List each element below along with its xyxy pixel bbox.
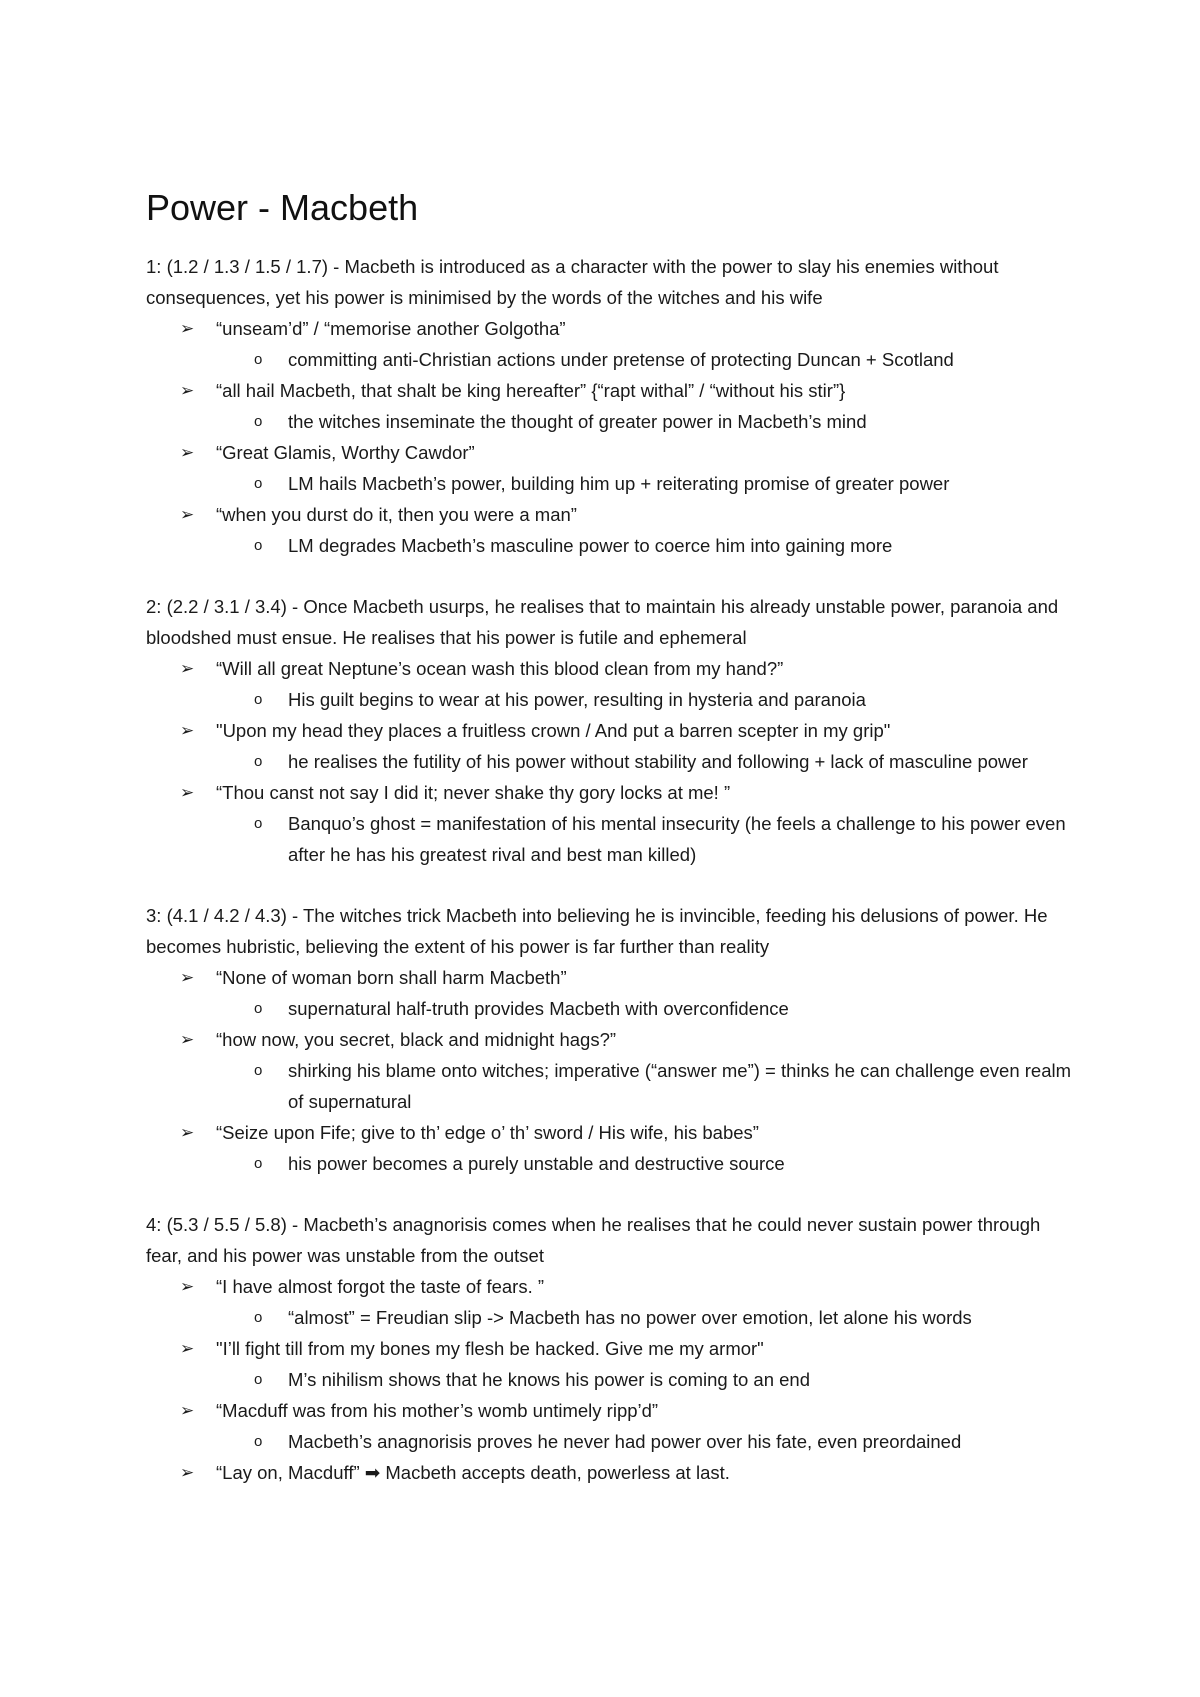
analysis-item: [146, 993, 1076, 1024]
arrow-bullet-icon: ➢: [180, 381, 195, 401]
list-item: [146, 1271, 1076, 1333]
arrow-bullet-icon: ➢: [180, 505, 195, 525]
analysis-list: [146, 1148, 1076, 1179]
list-item: [146, 715, 1076, 777]
analysis-text: he realises the futility of his power without stability and following + lack of masculine power: [288, 751, 1028, 773]
circle-bullet-icon: o: [254, 1371, 263, 1389]
quote-row: [146, 715, 1076, 746]
analysis-item: [146, 1148, 1076, 1179]
circle-bullet-icon: o: [254, 753, 263, 771]
analysis-list: [146, 344, 1076, 375]
analysis-list: [146, 1426, 1076, 1457]
quote-list: [146, 962, 1076, 1179]
list-item: [146, 1024, 1076, 1117]
quote-text: “None of woman born shall harm Macbeth”: [216, 967, 567, 989]
list-item: [146, 1117, 1076, 1179]
quote-text: “all hail Macbeth, that shalt be king hereafter” {“rapt withal” / “without his stir”}: [216, 380, 846, 402]
section-intro: 1: (1.2 / 1.3 / 1.5 / 1.7) - Macbeth is introduced as a character with the power to slay his enemies without consequences, yet his power is minimised by the words of the witches and his wife: [146, 256, 999, 309]
list-item: [146, 777, 1076, 870]
analysis-list: [146, 684, 1076, 715]
circle-bullet-icon: o: [254, 1062, 263, 1080]
arrow-bullet-icon: ➢: [180, 659, 195, 679]
list-item: [146, 653, 1076, 715]
circle-bullet-icon: o: [254, 475, 263, 493]
quote-list: [146, 313, 1076, 561]
arrow-bullet-icon: ➢: [180, 319, 195, 339]
quote-row: [146, 375, 1076, 406]
analysis-text: LM degrades Macbeth’s masculine power to coerce him into gaining more: [288, 535, 893, 557]
circle-bullet-icon: o: [254, 691, 263, 709]
arrow-bullet-icon: ➢: [180, 1339, 195, 1359]
quote-text: “I have almost forgot the taste of fears. ”: [216, 1276, 545, 1298]
arrow-bullet-icon: ➢: [180, 1277, 195, 1297]
analysis-text: His guilt begins to wear at his power, resulting in hysteria and paranoia: [288, 689, 866, 711]
circle-bullet-icon: o: [254, 1000, 263, 1018]
analysis-text: his power becomes a purely unstable and destructive source: [288, 1153, 785, 1175]
quote-row: [146, 1457, 1076, 1488]
analysis-text: committing anti-Christian actions under pretense of protecting Duncan + Scotland: [288, 349, 954, 371]
analysis-item: [146, 684, 1076, 715]
quote-text: “when you durst do it, then you were a man”: [216, 504, 577, 526]
quote-row: [146, 1333, 1076, 1364]
list-item: [146, 1333, 1076, 1395]
quote-row: [146, 777, 1076, 808]
quote-text: "Upon my head they places a fruitless crown / And put a barren scepter in my grip": [216, 720, 891, 742]
quote-text: “Macduff was from his mother’s womb untimely ripp’d”: [216, 1400, 659, 1422]
circle-bullet-icon: o: [254, 815, 263, 833]
analysis-text: “almost” = Freudian slip -> Macbeth has no power over emotion, let alone his words: [288, 1307, 972, 1329]
quote-text: “Seize upon Fife; give to th’ edge o’ th’ sword / His wife, his babes”: [216, 1122, 759, 1144]
quote-text: “Lay on, Macduff” ➡ Macbeth accepts death, powerless at last.: [216, 1462, 730, 1484]
section-4: [146, 1209, 1076, 1488]
quote-text: “unseam’d” / “memorise another Golgotha”: [216, 318, 566, 340]
analysis-text: Macbeth’s anagnorisis proves he never had power over his fate, even preordained: [288, 1431, 962, 1453]
quote-row: [146, 1117, 1076, 1148]
section-intro: 4: (5.3 / 5.5 / 5.8) - Macbeth’s anagnorisis comes when he realises that he could never sustain power through fear, and his power was unstable from the outset: [146, 1214, 1041, 1267]
arrow-bullet-icon: ➢: [180, 1030, 195, 1050]
analysis-text: shirking his blame onto witches; imperative (“answer me”) = thinks he can challenge even realm of supernatural: [288, 1060, 1072, 1113]
list-item: [146, 1457, 1076, 1488]
section-1: [146, 251, 1076, 561]
arrow-bullet-icon: ➢: [180, 783, 195, 803]
quote-row: [146, 653, 1076, 684]
circle-bullet-icon: o: [254, 537, 263, 555]
analysis-list: [146, 993, 1076, 1024]
arrow-bullet-icon: ➢: [180, 968, 195, 988]
analysis-list: [146, 1302, 1076, 1333]
quote-row: [146, 313, 1076, 344]
analysis-text: LM hails Macbeth’s power, building him up + reiterating promise of greater power: [288, 473, 950, 495]
analysis-list: [146, 746, 1076, 777]
analysis-item: [146, 1364, 1076, 1395]
quote-row: [146, 1395, 1076, 1426]
sections-container: [146, 251, 1076, 1488]
list-item: [146, 437, 1076, 499]
analysis-item: [146, 746, 1076, 777]
list-item: [146, 962, 1076, 1024]
list-item: [146, 375, 1076, 437]
quote-row: [146, 1024, 1076, 1055]
quote-list: [146, 1271, 1076, 1488]
analysis-list: [146, 530, 1076, 561]
section-3: [146, 900, 1076, 1179]
analysis-list: [146, 468, 1076, 499]
analysis-list: [146, 808, 1076, 870]
analysis-item: [146, 344, 1076, 375]
analysis-list: [146, 1364, 1076, 1395]
analysis-text: the witches inseminate the thought of greater power in Macbeth’s mind: [288, 411, 867, 433]
quote-row: [146, 499, 1076, 530]
arrow-bullet-icon: ➢: [180, 721, 195, 741]
analysis-item: [146, 1426, 1076, 1457]
analysis-text: Banquo’s ghost = manifestation of his mental insecurity (he feels a challenge to his power even after he has his greatest rival and best man killed): [288, 813, 1066, 866]
analysis-item: [146, 406, 1076, 437]
section-2: [146, 591, 1076, 870]
quote-row: [146, 962, 1076, 993]
quote-text: “Great Glamis, Worthy Cawdor”: [216, 442, 475, 464]
section-intro: 3: (4.1 / 4.2 / 4.3) - The witches trick Macbeth into believing he is invincible, feeding his delusions of power. He becomes hubristic, believing the extent of his power is far further than reality: [146, 905, 1048, 958]
quote-text: “how now, you secret, black and midnight hags?”: [216, 1029, 617, 1051]
quote-row: [146, 437, 1076, 468]
circle-bullet-icon: o: [254, 1155, 263, 1173]
quote-text: “Will all great Neptune’s ocean wash this blood clean from my hand?”: [216, 658, 784, 680]
quote-row: [146, 1271, 1076, 1302]
arrow-bullet-icon: ➢: [180, 443, 195, 463]
list-item: [146, 499, 1076, 561]
quote-text: "I’ll fight till from my bones my flesh be hacked. Give me my armor": [216, 1338, 764, 1360]
analysis-item: [146, 1302, 1076, 1333]
arrow-bullet-icon: ➢: [180, 1463, 195, 1483]
list-item: [146, 1395, 1076, 1457]
circle-bullet-icon: o: [254, 351, 263, 369]
analysis-list: [146, 1055, 1076, 1117]
quote-list: [146, 653, 1076, 870]
analysis-item: [146, 808, 1076, 870]
circle-bullet-icon: o: [254, 1433, 263, 1451]
analysis-item: [146, 530, 1076, 561]
section-intro: 2: (2.2 / 3.1 / 3.4) - Once Macbeth usurps, he realises that to maintain his already unstable power, paranoia and bloodshed must ensue. He realises that his power is futile and ephemeral: [146, 596, 1059, 649]
quote-text: “Thou canst not say I did it; never shake thy gory locks at me! ”: [216, 782, 731, 804]
list-item: [146, 313, 1076, 375]
analysis-list: [146, 406, 1076, 437]
analysis-text: supernatural half-truth provides Macbeth with overconfidence: [288, 998, 789, 1020]
circle-bullet-icon: o: [254, 413, 263, 431]
circle-bullet-icon: o: [254, 1309, 263, 1327]
arrow-bullet-icon: ➢: [180, 1123, 195, 1143]
document-page: [146, 186, 1076, 1518]
arrow-bullet-icon: ➢: [180, 1401, 195, 1421]
analysis-item: [146, 1055, 1076, 1117]
analysis-item: [146, 468, 1076, 499]
page-title: Power - Macbeth: [146, 187, 419, 228]
analysis-text: M’s nihilism shows that he knows his power is coming to an end: [288, 1369, 811, 1391]
